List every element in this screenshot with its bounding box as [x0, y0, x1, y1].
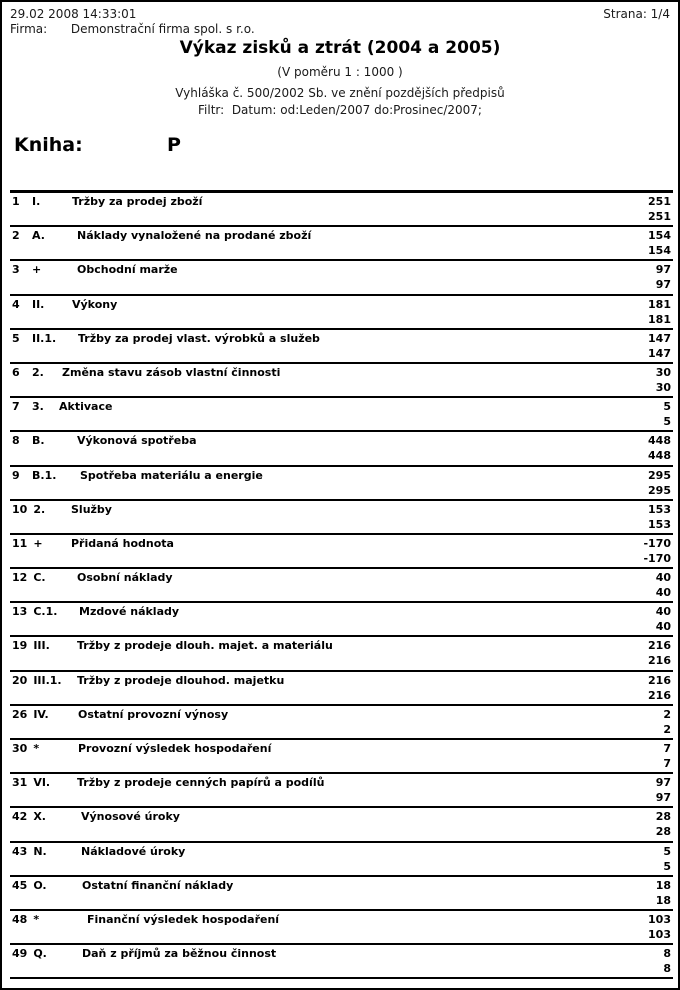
row-value-line1: 103 — [648, 912, 671, 926]
row-value-line2: 30 — [655, 380, 671, 394]
row-value-line2: 154 — [648, 244, 671, 258]
row-line-1 — [10, 227, 673, 245]
firm-line — [10, 22, 255, 36]
row-value-line2: 97 — [655, 791, 671, 805]
row-line-2 — [10, 826, 673, 840]
row-line-1 — [10, 261, 673, 279]
row-value-line2: 251 — [648, 210, 671, 223]
page-number: Strana: 1/4 — [603, 7, 670, 21]
row-line-2 — [10, 655, 673, 669]
row-line-2 — [10, 724, 673, 738]
row-line-2 — [10, 348, 673, 362]
row-value-line2: 216 — [648, 654, 671, 668]
book-value: P — [167, 134, 181, 156]
ratio-note: (V poměru 1 : 1000 ) — [277, 65, 403, 79]
row-line-2 — [10, 519, 673, 533]
row-number: 31 — [12, 776, 28, 790]
firm-name: Demonstrační firma spol. s r.o. — [70, 22, 255, 36]
row-number: 7 — [12, 400, 20, 414]
row-number: 13 — [12, 605, 28, 619]
row-code: III.1. — [33, 673, 62, 687]
row-line-2 — [10, 963, 673, 977]
row-number: 5 — [12, 331, 20, 345]
row-line-1 — [10, 330, 673, 348]
table-row — [10, 193, 673, 227]
row-line-2 — [10, 792, 673, 806]
row-value-line1: 216 — [648, 639, 671, 653]
row-value-line2: 40 — [655, 586, 671, 600]
row-value-line1: -170 — [643, 536, 671, 550]
table-row — [10, 398, 673, 432]
row-label: Aktivace — [59, 400, 113, 414]
row-value-line1: 97 — [655, 776, 671, 790]
row-value-line2: 147 — [648, 346, 671, 360]
row-label: Nákladové úroky — [81, 844, 186, 858]
row-value-line1: 181 — [648, 297, 671, 311]
row-number: 49 — [12, 947, 28, 961]
row-code: C. — [33, 571, 46, 585]
row-line-1 — [10, 877, 673, 895]
header-top-line — [10, 7, 670, 21]
row-code: O. — [33, 878, 47, 892]
table-row — [10, 843, 673, 877]
row-label: Provozní výsledek hospodaření — [78, 742, 272, 755]
row-number: 42 — [12, 810, 28, 824]
row-line-1 — [10, 637, 673, 655]
row-code: C.1. — [33, 605, 58, 619]
table-row — [10, 808, 673, 842]
row-line-1 — [10, 193, 673, 211]
row-value-line1: 147 — [648, 331, 671, 345]
row-label: Výkony — [72, 297, 118, 311]
row-value-line1: 251 — [648, 195, 671, 208]
row-line-2 — [10, 279, 673, 293]
row-value-line1: 153 — [648, 502, 671, 516]
row-label: Ostatní provozní výnosy — [78, 707, 229, 721]
row-number: 2 — [12, 229, 20, 243]
row-label: Ostatní finanční náklady — [82, 878, 234, 892]
row-label: Daň z příjmů za běžnou činnost — [82, 947, 277, 961]
regulation-note: Vyhláška č. 500/2002 Sb. ve znění pozdějších předpisů — [175, 86, 505, 100]
row-value-line2: 7 — [663, 757, 671, 770]
row-number: 11 — [12, 536, 28, 550]
table-row — [10, 569, 673, 603]
row-line-1 — [10, 364, 673, 382]
row-label: Tržby z prodeje dlouhod. majetku — [77, 673, 285, 687]
row-line-1 — [10, 706, 673, 724]
row-label: Mzdové náklady — [79, 605, 180, 619]
row-line-2 — [10, 758, 673, 772]
row-code: * — [33, 912, 40, 926]
row-line-1 — [10, 467, 673, 485]
row-line-2 — [10, 416, 673, 430]
row-code: B.1. — [32, 468, 57, 482]
row-value-line1: 28 — [655, 810, 671, 824]
table-row — [10, 637, 673, 671]
row-value-line2: 8 — [663, 962, 671, 976]
row-line-2 — [10, 861, 673, 875]
row-code: IV. — [33, 707, 49, 721]
row-value-line2: 97 — [655, 278, 671, 292]
row-line-1 — [10, 808, 673, 826]
row-label: Tržby z prodeje cenných papírů a podílů — [77, 776, 325, 790]
row-line-1 — [10, 296, 673, 314]
firm-label: Firma: — [10, 22, 48, 36]
row-line-2 — [10, 553, 673, 567]
row-line-2 — [10, 211, 673, 225]
row-value-line2: 295 — [648, 483, 671, 497]
row-value-line2: 28 — [655, 825, 671, 839]
row-code: II. — [32, 297, 45, 311]
row-code: A. — [32, 229, 45, 243]
row-code: 3. — [32, 400, 44, 414]
row-code: I. — [32, 195, 41, 208]
row-value-line2: 2 — [663, 722, 671, 736]
row-line-1 — [10, 432, 673, 450]
row-line-1 — [10, 911, 673, 929]
row-label: Služby — [71, 502, 112, 516]
row-line-2 — [10, 621, 673, 635]
row-number: 4 — [12, 297, 20, 311]
row-label: Tržby za prodej vlast. výrobků a služeb — [78, 331, 320, 345]
row-code: + — [33, 536, 43, 550]
row-line-2 — [10, 245, 673, 259]
row-number: 8 — [12, 434, 20, 448]
row-line-1 — [10, 843, 673, 861]
row-code: 2. — [33, 502, 46, 516]
table-row — [10, 535, 673, 569]
table-row — [10, 945, 673, 979]
row-number: 20 — [12, 673, 28, 687]
table-row — [10, 774, 673, 808]
book-label: Kniha: — [14, 134, 83, 156]
row-value-line1: 30 — [655, 365, 671, 379]
row-value-line2: 448 — [648, 449, 671, 463]
table-row — [10, 672, 673, 706]
report-title: Výkaz zisků a ztrát (2004 a 2005) — [179, 38, 501, 58]
row-line-1 — [10, 398, 673, 416]
row-code: III. — [33, 639, 50, 653]
row-value-line1: 2 — [663, 707, 671, 721]
row-value-line1: 5 — [663, 400, 671, 414]
row-code: VI. — [33, 776, 51, 790]
table-row — [10, 296, 673, 330]
row-value-line1: 216 — [648, 673, 671, 687]
row-code: 2. — [32, 365, 44, 379]
table-row — [10, 603, 673, 637]
row-line-2 — [10, 929, 673, 943]
table-row — [10, 911, 673, 945]
row-label: Tržby z prodeje dlouh. majet. a materiálu — [77, 639, 333, 653]
row-value-line2: 18 — [655, 893, 671, 907]
table-row — [10, 432, 673, 466]
row-value-line1: 295 — [648, 468, 671, 482]
row-label: Přidaná hodnota — [71, 536, 174, 550]
filter-note: Filtr: Datum: od:Leden/2007 do:Prosinec/2007; — [198, 103, 482, 117]
row-number: 19 — [12, 639, 28, 653]
table-row — [10, 877, 673, 911]
row-line-1 — [10, 672, 673, 690]
row-number: 45 — [12, 878, 28, 892]
row-line-1 — [10, 774, 673, 792]
row-line-1 — [10, 535, 673, 553]
table-row — [10, 227, 673, 261]
table-row — [10, 467, 673, 501]
row-line-1 — [10, 569, 673, 587]
row-value-line2: 216 — [648, 688, 671, 702]
row-number: 3 — [12, 263, 20, 277]
row-line-1 — [10, 501, 673, 519]
row-number: 9 — [12, 468, 20, 482]
row-code: Q. — [33, 947, 47, 961]
table-row — [10, 330, 673, 364]
row-label: Obchodní marže — [77, 263, 178, 277]
row-label: Finanční výsledek hospodaření — [87, 912, 280, 926]
row-number: 43 — [12, 844, 28, 858]
row-code: * — [33, 742, 40, 755]
row-value-line1: 448 — [648, 434, 671, 448]
row-code: II.1. — [32, 331, 57, 345]
row-label: Změna stavu zásob vlastní činnosti — [62, 365, 281, 379]
row-number: 30 — [12, 742, 28, 755]
table-row — [10, 364, 673, 398]
row-number: 1 — [12, 195, 20, 208]
row-value-line2: 103 — [648, 927, 671, 941]
table-row — [10, 501, 673, 535]
row-value-line2: 181 — [648, 312, 671, 326]
row-code: B. — [32, 434, 45, 448]
row-code: N. — [33, 844, 47, 858]
row-value-line1: 97 — [655, 263, 671, 277]
table-row — [10, 740, 673, 774]
row-value-line2: 40 — [655, 620, 671, 634]
row-line-1 — [10, 740, 673, 758]
row-code: + — [32, 263, 42, 277]
row-line-1 — [10, 945, 673, 963]
row-value-line1: 7 — [663, 742, 671, 755]
row-number: 10 — [12, 502, 28, 516]
row-line-2 — [10, 382, 673, 396]
row-line-1 — [10, 603, 673, 621]
row-code: X. — [33, 810, 46, 824]
report-table — [10, 190, 673, 979]
row-label: Náklady vynaložené na prodané zboží — [77, 229, 312, 243]
row-number: 12 — [12, 571, 28, 585]
row-line-2 — [10, 314, 673, 328]
row-value-line2: 153 — [648, 517, 671, 531]
row-value-line1: 8 — [663, 947, 671, 961]
row-label: Výnosové úroky — [81, 810, 180, 824]
row-line-2 — [10, 895, 673, 909]
row-label: Tržby za prodej zboží — [72, 195, 203, 208]
table-row — [10, 261, 673, 295]
row-number: 48 — [12, 912, 28, 926]
row-label: Výkonová spotřeba — [77, 434, 197, 448]
row-line-2 — [10, 587, 673, 601]
row-value-line1: 40 — [655, 571, 671, 585]
row-value-line1: 154 — [648, 229, 671, 243]
row-value-line2: 5 — [663, 859, 671, 873]
row-line-2 — [10, 485, 673, 499]
row-value-line2: 5 — [663, 415, 671, 429]
row-number: 26 — [12, 707, 28, 721]
row-number: 6 — [12, 365, 20, 379]
row-label: Spotřeba materiálu a energie — [80, 468, 263, 482]
row-line-2 — [10, 450, 673, 464]
row-value-line1: 18 — [655, 878, 671, 892]
row-label: Osobní náklady — [77, 571, 173, 585]
row-value-line1: 40 — [655, 605, 671, 619]
report-datetime: 29.02 2008 14:33:01 — [10, 7, 137, 21]
row-value-line2: -170 — [643, 551, 671, 565]
row-value-line1: 5 — [663, 844, 671, 858]
table-row — [10, 706, 673, 740]
row-line-2 — [10, 690, 673, 704]
